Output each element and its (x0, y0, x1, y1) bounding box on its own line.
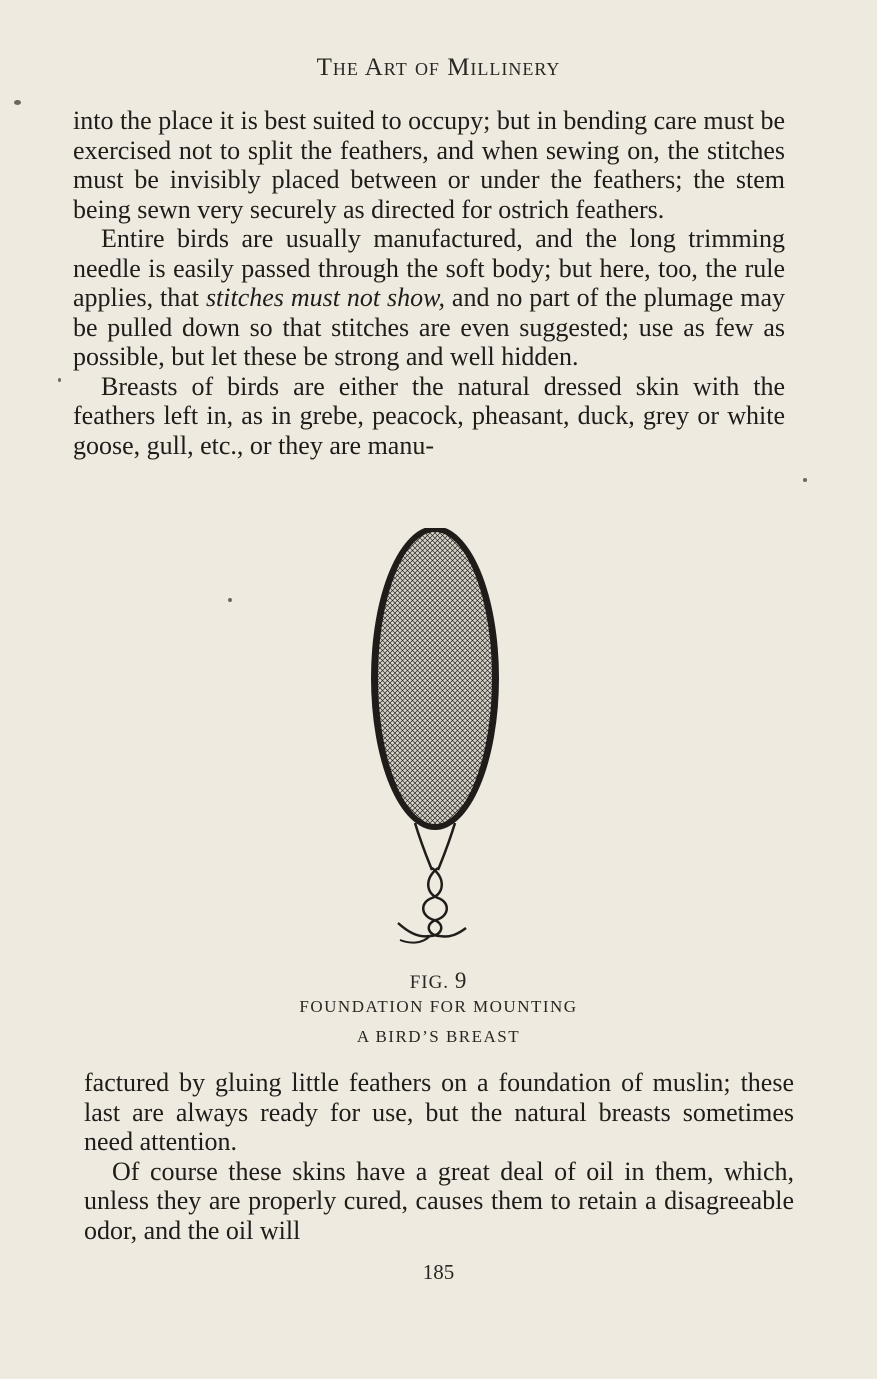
figure-label (0, 968, 877, 994)
wire-stem-left (415, 823, 432, 870)
paragraph-text: and no part of the plumage may be pulled down so that stitches are even suggested; use as few as possible, but let these be strong and well hidden. (73, 283, 785, 371)
paragraph: Breasts of birds are either the natural dressed skin with the feathers left in, as in grebe, peacock, pheasant, duck, grey or white goose, gull, etc., or they are manu- (73, 371, 785, 460)
paragraph: Of course these skins have a great deal of oil in them, which, unless they are properly cured, causes them to retain a disagreeable odor, and the oil will (84, 1156, 794, 1245)
paragraph: into the place it is best suited to occupy; but in bending care must be exercised not to split the feathers, and when sewing on, the stitches must be invisibly placed between or under the feathers; the stem being sewn very securely as directed for ostrich feathers. (73, 106, 785, 224)
bottom-text-block (84, 1068, 794, 1245)
wire-twist (428, 868, 447, 936)
muslin-crosshatch (360, 528, 510, 838)
wire-stem-right (438, 823, 455, 870)
top-text-block (73, 106, 785, 460)
figure-caption-line1: FOUNDATION FOR MOUNTING (299, 997, 578, 1016)
running-head: The Art of Millinery (316, 54, 561, 81)
ink-speck (228, 598, 232, 602)
page-number: 185 (422, 1260, 455, 1284)
wire-twist (423, 868, 442, 936)
ink-speck (14, 100, 21, 105)
figure-caption-line2: A BIRD’S BREAST (356, 1027, 521, 1046)
bird-breast-foundation-drawing (360, 528, 510, 953)
ink-speck (803, 478, 807, 482)
paragraph-stitches (73, 224, 785, 372)
emphasis-text: stitches must not show, (205, 283, 445, 312)
figure-foundation-illustration (360, 528, 510, 953)
figure-number: 9 (454, 968, 468, 993)
figure-label-text: FIG. (409, 972, 450, 993)
ink-speck (58, 378, 61, 382)
paragraph-text: Entire birds are usually manufactured, and the long trimming needle is easily passed through the soft body; but here, too, the rule applies, that (73, 224, 785, 312)
wire-end-right (440, 928, 466, 937)
wire-end-left (398, 923, 430, 936)
paragraph: factured by gluing little feathers on a foundation of muslin; these last are always ready for use, but the natural breasts sometimes need attention. (84, 1068, 794, 1156)
